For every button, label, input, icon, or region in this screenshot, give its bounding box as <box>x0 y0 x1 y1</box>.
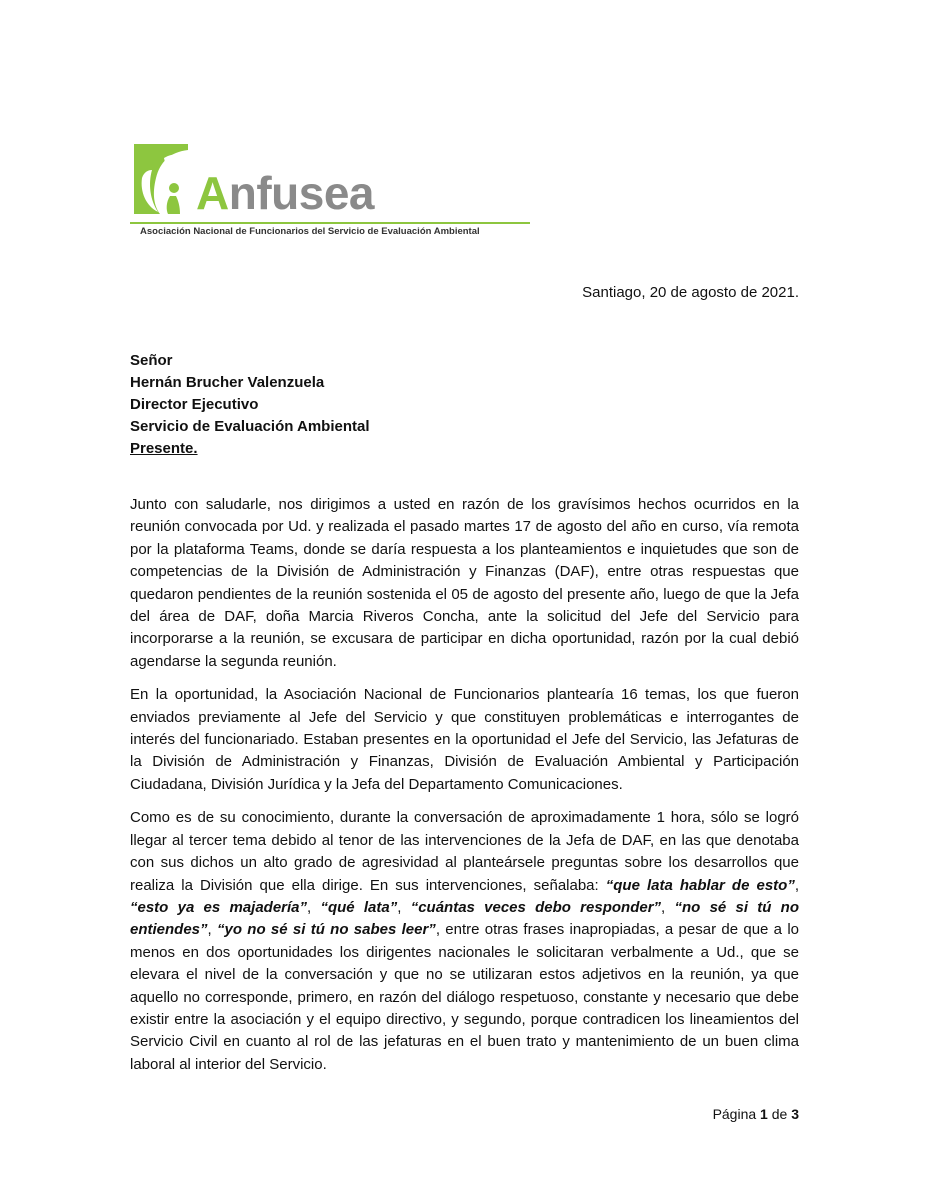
quote-4: “cuántas veces debo responder” <box>410 898 662 916</box>
letter-body <box>130 494 799 1087</box>
recipient-position: Director Ejecutivo <box>130 396 259 413</box>
quote-separator: , <box>307 898 321 916</box>
letter-date: Santiago, 20 de agosto de 2021. <box>582 284 799 301</box>
recipient-name: Hernán Brucher Valenzuela <box>130 374 325 391</box>
logo-brand <box>196 167 374 219</box>
recipient-organization: Servicio de Evaluación Ambiental <box>130 418 370 435</box>
paragraph-3-intro: Como es de su conocimiento, durante la conversación de aproximadamente 1 hora, sólo se logró llegar al tercer tema debido al tenor de las intervenciones de la Jefa de DAF, en las que denotaba con sus dichos un alto grado de agresividad al planteársele preguntas sobre los desarrollos que realiza la División que ella dirige. En sus intervenciones, señalaba: <box>130 809 799 894</box>
logo-brand-rest: nfusea <box>228 167 374 219</box>
quote-separator: , <box>794 876 799 894</box>
logo-tagline: Asociación Nacional de Funcionarios del Servicio de Evaluación Ambiental <box>140 226 480 237</box>
paragraph-3 <box>130 807 799 1076</box>
quote-2: “esto ya es majadería” <box>130 898 308 916</box>
paragraph-1: Junto con saludarle, nos dirigimos a usted en razón de los gravísimos hechos ocurridos en la reunión convocada por Ud. y realizada el pasado martes 17 de agosto del año en curso, vía remota por la plataforma Teams, donde se daría respuesta a los planteamientos e inquietudes que son de competencias de la División de Administración y Finanzas (DAF), entre otras respuestas que quedaron pendientes de la reunión sostenida el 05 de agosto del presente año, luego de que la Jefa del área de DAF, doña Marcia Riveros Concha, ante la solicitud del Jefe del Servicio para incorporarse a la reunión, se excusara de participar en dicha oportunidad, razón por la cual debió agendarse la segunda reunión. <box>130 496 799 670</box>
quote-5: “no sé si tú no entiendes” <box>130 898 800 939</box>
page-current: 1 <box>760 1106 768 1122</box>
logo-divider <box>130 222 530 224</box>
page-of-label: de <box>771 1106 788 1122</box>
recipient-presente: Presente. <box>130 440 198 457</box>
anfusea-logo <box>130 140 530 240</box>
page-label: Página <box>712 1106 757 1122</box>
leaf-person-icon <box>130 140 192 216</box>
quote-1: “que lata hablar de esto” <box>605 876 795 894</box>
page-number <box>713 1106 799 1122</box>
paragraph-3-rest: , entre otras frases inapropiadas, a pesar de que a lo menos en dos oportunidades los dirigentes nacionales le solicitaran verbalmente a Ud., que se elevara el nivel de la conversación y que no se utilizaran estos adjetivos en la reunión, ya que aquello no corresponde, primero, en razón del diálogo respetuoso, constante y necesario que debe existir entre la asociación y el equipo directivo, y segundo, porque contradicen los lineamientos del Servicio Civil en cuanto al rol de las jefaturas en el buen trato y mantenimiento de un buen clima laboral al interior del Servicio. <box>130 921 799 1073</box>
quote-separator: , <box>397 898 411 916</box>
recipient-salutation: Señor <box>130 352 173 369</box>
logo-brand-initial: A <box>196 167 229 219</box>
paragraph-2: En la oportunidad, la Asociación Nacional de Funcionarios plantearía 16 temas, los que fueron enviados previamente al Jefe del Servicio y que constituyen problemáticas e interrogantes de interés del funcionariado. Estaban presentes en la oportunidad el Jefe del Servicio, las Jefaturas de la División de Administración y Finanzas, División de Evaluación Ambiental y Participación Ciudadana, División Jurídica y la Jefa del Departamento Comunicaciones. <box>130 686 799 793</box>
page-total: 3 <box>791 1106 799 1122</box>
quote-6: “yo no sé si tú no sabes leer” <box>217 921 436 939</box>
quote-3: “qué lata” <box>320 898 398 916</box>
quote-separator: , <box>661 898 675 916</box>
recipient-block <box>130 350 370 460</box>
quote-separator: , <box>207 921 217 939</box>
